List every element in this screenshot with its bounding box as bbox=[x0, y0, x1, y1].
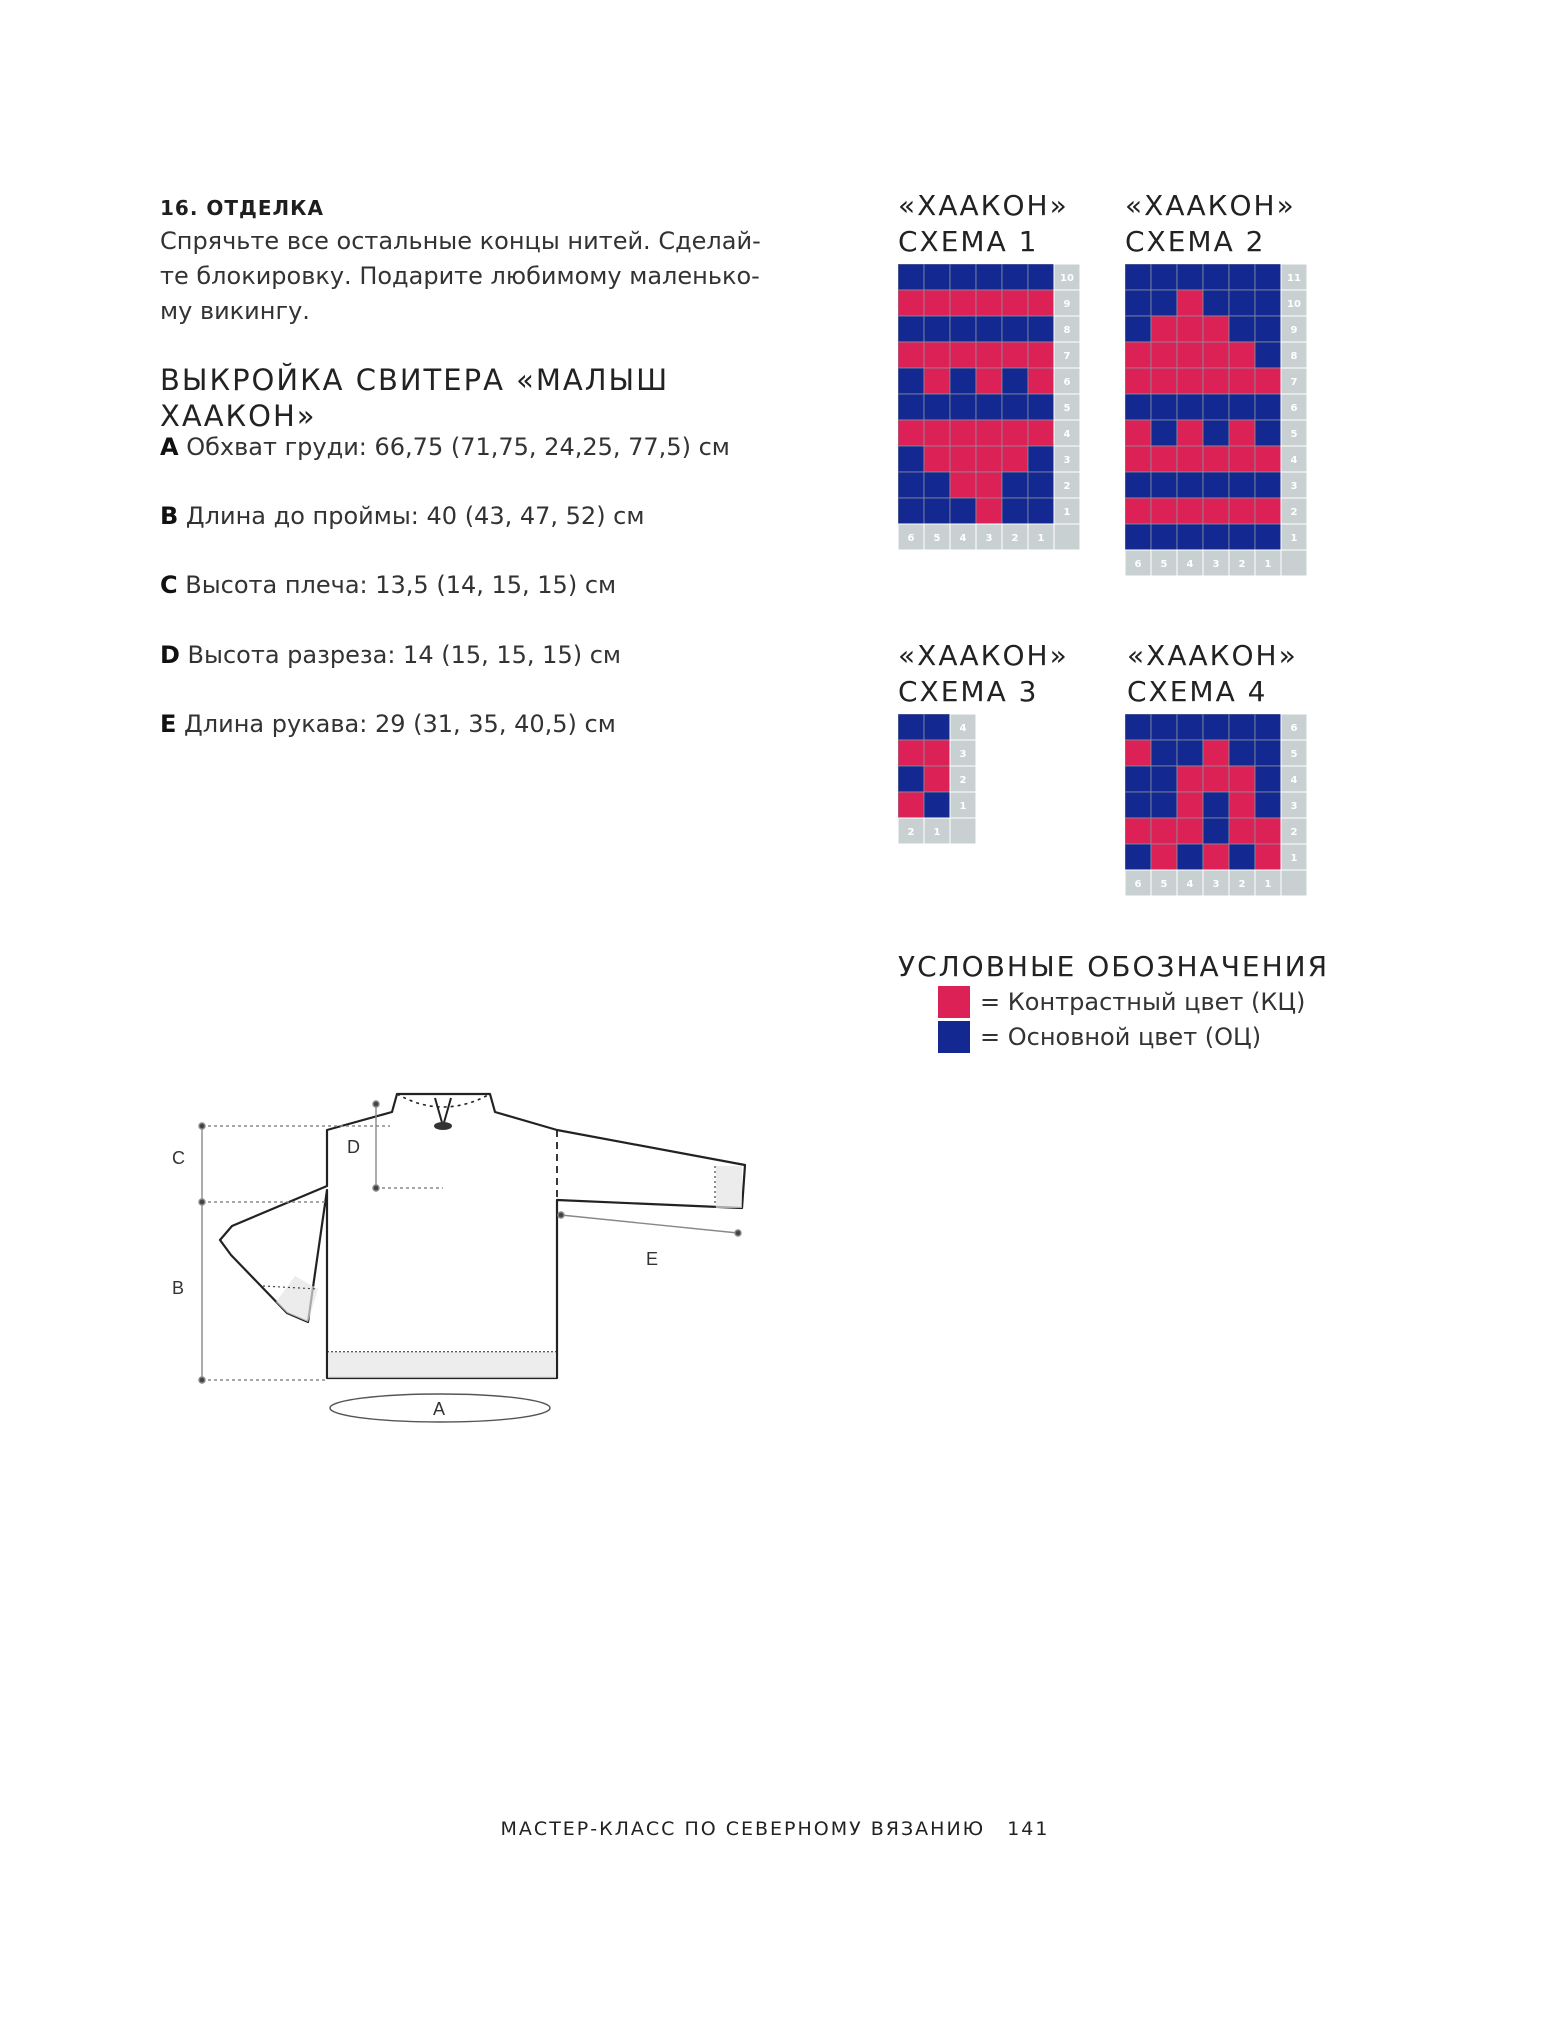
row-number: 6 bbox=[1290, 403, 1298, 414]
chart-cell bbox=[898, 792, 924, 818]
chart-cell bbox=[1203, 766, 1229, 792]
chart-cell bbox=[898, 264, 924, 290]
chart-cell bbox=[1125, 498, 1151, 524]
row-number: 2 bbox=[1063, 481, 1071, 492]
chart-cell bbox=[1151, 368, 1177, 394]
chart-cell bbox=[976, 498, 1002, 524]
legend-title: УСЛОВНЫЕ ОБОЗНАЧЕНИЯ bbox=[898, 950, 1330, 983]
placket bbox=[435, 1098, 451, 1126]
row-number: 5 bbox=[1290, 429, 1298, 440]
chart-cell bbox=[1177, 342, 1203, 368]
chart-3-title bbox=[898, 638, 1069, 710]
chart-cell bbox=[1255, 290, 1281, 316]
chart-cell bbox=[1028, 342, 1054, 368]
chart-cell bbox=[1125, 844, 1151, 870]
chart-cell bbox=[1229, 844, 1255, 870]
row-number: 8 bbox=[1063, 325, 1071, 336]
row-number: 1 bbox=[1290, 853, 1298, 864]
chart-2-title bbox=[1125, 188, 1296, 260]
chart-cell bbox=[1177, 264, 1203, 290]
chart-cell bbox=[1203, 290, 1229, 316]
row-number: 3 bbox=[959, 749, 967, 760]
legend-item-contrast bbox=[938, 986, 1305, 1018]
chart-title-line: «ХААКОН» bbox=[898, 189, 1069, 222]
row-number: 10 bbox=[1060, 273, 1074, 284]
chart-cell bbox=[1255, 766, 1281, 792]
chart-cell bbox=[1255, 446, 1281, 472]
chart-cell bbox=[1203, 714, 1229, 740]
chart-cell bbox=[1177, 792, 1203, 818]
chart-cell bbox=[1151, 740, 1177, 766]
chart-cell bbox=[1028, 394, 1054, 420]
row-number: 1 bbox=[1063, 507, 1071, 518]
measurement-letter: C bbox=[160, 571, 178, 599]
chart-cell bbox=[924, 472, 950, 498]
measurement-letter: D bbox=[160, 641, 180, 669]
chart-cell bbox=[1229, 290, 1255, 316]
chart-cell bbox=[950, 446, 976, 472]
chart-cell bbox=[1125, 316, 1151, 342]
measurement-letter: B bbox=[160, 502, 179, 530]
chart-cell bbox=[1125, 472, 1151, 498]
chart-cell bbox=[1203, 446, 1229, 472]
chart-cell bbox=[1151, 472, 1177, 498]
chart-cell bbox=[1002, 394, 1028, 420]
chart-cell bbox=[1203, 818, 1229, 844]
label-b: B bbox=[172, 1278, 185, 1298]
chart-cell bbox=[1255, 524, 1281, 550]
chart-cell bbox=[1002, 472, 1028, 498]
chart-cell bbox=[976, 472, 1002, 498]
column-number: 2 bbox=[907, 827, 915, 838]
row-number: 3 bbox=[1290, 481, 1298, 492]
chart-cell bbox=[1229, 316, 1255, 342]
column-number: 3 bbox=[1212, 559, 1220, 570]
neckline bbox=[397, 1094, 490, 1107]
chart-cell bbox=[1151, 524, 1177, 550]
chart-cell bbox=[1255, 740, 1281, 766]
chart-title-line: СХЕМА 4 bbox=[1127, 675, 1268, 708]
chart-cell bbox=[1151, 818, 1177, 844]
column-number: 2 bbox=[1238, 879, 1246, 890]
column-number: 6 bbox=[907, 533, 915, 544]
chart-cell bbox=[1255, 342, 1281, 368]
column-label-cell bbox=[1054, 524, 1080, 550]
chart-cell bbox=[924, 290, 950, 316]
chart-cell bbox=[1125, 446, 1151, 472]
chart-cell bbox=[1229, 792, 1255, 818]
column-label-cell bbox=[950, 818, 976, 844]
chart-cell bbox=[1177, 714, 1203, 740]
chart-title-line: СХЕМА 2 bbox=[1125, 225, 1266, 258]
chart-cell bbox=[1203, 740, 1229, 766]
chart-cell bbox=[1002, 420, 1028, 446]
label-e: E bbox=[646, 1249, 659, 1269]
footer-book-title: МАСТЕР-КЛАСС ПО СЕВЕРНОМУ ВЯЗАНИЮ bbox=[500, 1818, 986, 1840]
chart-cell bbox=[1255, 264, 1281, 290]
chart-cell bbox=[1255, 714, 1281, 740]
chart-cell bbox=[950, 342, 976, 368]
chart-cell bbox=[1125, 714, 1151, 740]
measurement-text: Высота плеча: 13,5 (14, 15, 15) см bbox=[177, 571, 617, 599]
step-text bbox=[160, 224, 770, 329]
chart-cell bbox=[976, 290, 1002, 316]
chart-cell bbox=[1151, 446, 1177, 472]
chart-cell bbox=[976, 342, 1002, 368]
chart-cell bbox=[1177, 394, 1203, 420]
knitting-chart-1 bbox=[898, 264, 1080, 550]
chart-cell bbox=[1151, 792, 1177, 818]
chart-cell bbox=[1028, 472, 1054, 498]
row-number: 3 bbox=[1063, 455, 1071, 466]
chart-cell bbox=[1203, 498, 1229, 524]
chart-cell bbox=[1151, 290, 1177, 316]
chart-cell bbox=[898, 766, 924, 792]
chart-cell bbox=[950, 290, 976, 316]
chart-cell bbox=[1229, 342, 1255, 368]
chart-cell bbox=[1203, 342, 1229, 368]
chart-cell bbox=[1255, 394, 1281, 420]
chart-cell bbox=[1255, 316, 1281, 342]
chart-cell bbox=[1125, 766, 1151, 792]
chart-cell bbox=[1125, 792, 1151, 818]
pattern-title-line: ХААКОН» bbox=[160, 399, 317, 433]
chart-cell bbox=[976, 368, 1002, 394]
chart-cell bbox=[1125, 368, 1151, 394]
column-number: 4 bbox=[959, 533, 967, 544]
chart-cell bbox=[898, 316, 924, 342]
chart-cell bbox=[1203, 368, 1229, 394]
chart-cell bbox=[976, 394, 1002, 420]
column-label-cell bbox=[1281, 870, 1307, 896]
chart-title-line: «ХААКОН» bbox=[1125, 189, 1296, 222]
chart-cell bbox=[1203, 792, 1229, 818]
chart-cell bbox=[950, 472, 976, 498]
row-number: 5 bbox=[1063, 403, 1071, 414]
chart-cell bbox=[950, 264, 976, 290]
legend-swatch-contrast bbox=[938, 986, 970, 1018]
chart-cell bbox=[976, 264, 1002, 290]
column-number: 1 bbox=[1037, 533, 1045, 544]
row-number: 1 bbox=[1290, 533, 1298, 544]
chart-cell bbox=[1177, 420, 1203, 446]
chart-cell bbox=[1125, 818, 1151, 844]
row-number: 9 bbox=[1063, 299, 1071, 310]
chart-title-line: СХЕМА 3 bbox=[898, 675, 1039, 708]
chart-cell bbox=[1028, 498, 1054, 524]
chart-cell bbox=[976, 316, 1002, 342]
chart-cell bbox=[1229, 766, 1255, 792]
chart-cell bbox=[924, 740, 950, 766]
chart-cell bbox=[898, 342, 924, 368]
row-number: 1 bbox=[959, 801, 967, 812]
column-number: 1 bbox=[933, 827, 941, 838]
knitting-chart-4 bbox=[1125, 714, 1307, 896]
collar-button bbox=[434, 1122, 452, 1130]
chart-cell bbox=[1203, 394, 1229, 420]
legend-swatch-main bbox=[938, 1021, 970, 1053]
chart-cell bbox=[1255, 818, 1281, 844]
chart-cell bbox=[1125, 342, 1151, 368]
chart-cell bbox=[1229, 714, 1255, 740]
column-number: 5 bbox=[1160, 559, 1168, 570]
pattern-title-line: ВЫКРОЙКА СВИТЕРА «МАЛЫШ bbox=[160, 363, 670, 397]
chart-cell bbox=[898, 420, 924, 446]
chart-cell bbox=[1229, 394, 1255, 420]
row-number: 10 bbox=[1287, 299, 1301, 310]
measurement-letter: A bbox=[160, 433, 179, 461]
chart-cell bbox=[1002, 316, 1028, 342]
chart-cell bbox=[1203, 844, 1229, 870]
chart-cell bbox=[924, 446, 950, 472]
chart-cell bbox=[1151, 316, 1177, 342]
row-number: 6 bbox=[1290, 723, 1298, 734]
row-number: 4 bbox=[1063, 429, 1071, 440]
chart-cell bbox=[1028, 420, 1054, 446]
chart-cell bbox=[1028, 264, 1054, 290]
row-number: 8 bbox=[1290, 351, 1298, 362]
chart-cell bbox=[1177, 290, 1203, 316]
knitting-chart-2 bbox=[1125, 264, 1307, 576]
row-number: 2 bbox=[1290, 507, 1298, 518]
chart-cell bbox=[1203, 264, 1229, 290]
column-number: 1 bbox=[1264, 559, 1272, 570]
column-number: 2 bbox=[1238, 559, 1246, 570]
measurement-d bbox=[160, 641, 621, 669]
chart-cell bbox=[1177, 766, 1203, 792]
column-number: 6 bbox=[1134, 559, 1142, 570]
chart-cell bbox=[1203, 316, 1229, 342]
step-text-line: те блокировку. Подарите любимому маленько- bbox=[160, 262, 760, 290]
chart-cell bbox=[1002, 290, 1028, 316]
chart-cell bbox=[1229, 740, 1255, 766]
chart-cell bbox=[1229, 420, 1255, 446]
step-heading: 16. ОТДЕЛКА bbox=[160, 196, 324, 220]
chart-cell bbox=[898, 446, 924, 472]
column-number: 5 bbox=[1160, 879, 1168, 890]
chart-cell bbox=[1229, 498, 1255, 524]
column-number: 6 bbox=[1134, 879, 1142, 890]
chart-cell bbox=[1203, 524, 1229, 550]
chart-cell bbox=[1229, 524, 1255, 550]
chart-cell bbox=[1177, 740, 1203, 766]
chart-cell bbox=[1177, 472, 1203, 498]
chart-cell bbox=[1177, 844, 1203, 870]
measurement-text: Высота разреза: 14 (15, 15, 15) см bbox=[179, 641, 622, 669]
chart-cell bbox=[1002, 368, 1028, 394]
row-number: 6 bbox=[1063, 377, 1071, 388]
chart-cell bbox=[1002, 446, 1028, 472]
chart-cell bbox=[1255, 844, 1281, 870]
measurement-letter: E bbox=[160, 710, 177, 738]
row-number: 2 bbox=[1290, 827, 1298, 838]
column-number: 4 bbox=[1186, 879, 1194, 890]
chart-cell bbox=[1229, 446, 1255, 472]
column-number: 1 bbox=[1264, 879, 1272, 890]
chart-cell bbox=[924, 498, 950, 524]
chart-cell bbox=[950, 394, 976, 420]
chart-cell bbox=[898, 714, 924, 740]
chart-title-line: «ХААКОН» bbox=[898, 639, 1069, 672]
chart-cell bbox=[1151, 264, 1177, 290]
chart-cell bbox=[976, 446, 1002, 472]
row-number: 9 bbox=[1290, 325, 1298, 336]
chart-cell bbox=[1002, 498, 1028, 524]
row-number: 11 bbox=[1287, 273, 1301, 284]
row-number: 4 bbox=[1290, 455, 1298, 466]
page-footer bbox=[0, 1818, 1550, 1840]
chart-cell bbox=[1255, 498, 1281, 524]
chart-cell bbox=[898, 472, 924, 498]
sweater-schematic bbox=[160, 1080, 780, 1430]
chart-cell bbox=[1028, 446, 1054, 472]
chart-cell bbox=[1255, 368, 1281, 394]
left-cuff-rib bbox=[276, 1276, 318, 1322]
column-label-cell bbox=[1281, 550, 1307, 576]
chart-cell bbox=[1028, 290, 1054, 316]
legend-label: = Основной цвет (ОЦ) bbox=[980, 1023, 1262, 1051]
row-number: 4 bbox=[959, 723, 967, 734]
row-number: 7 bbox=[1063, 351, 1071, 362]
chart-cell bbox=[1229, 264, 1255, 290]
row-number: 3 bbox=[1290, 801, 1298, 812]
chart-cell bbox=[924, 316, 950, 342]
column-number: 5 bbox=[933, 533, 941, 544]
chart-cell bbox=[1229, 368, 1255, 394]
chart-cell bbox=[1125, 420, 1151, 446]
chart-cell bbox=[1028, 316, 1054, 342]
chart-cell bbox=[976, 420, 1002, 446]
chart-cell bbox=[1125, 740, 1151, 766]
measurement-text: Обхват груди: 66,75 (71,75, 24,25, 77,5) см bbox=[178, 433, 730, 461]
chart-cell bbox=[1177, 446, 1203, 472]
chart-cell bbox=[1151, 394, 1177, 420]
chart-cell bbox=[950, 498, 976, 524]
label-a: A bbox=[433, 1399, 446, 1419]
measurement-e bbox=[160, 710, 616, 738]
chart-cell bbox=[1203, 472, 1229, 498]
chart-cell bbox=[924, 368, 950, 394]
step-text-line: Спрячьте все остальные концы нитей. Сделай- bbox=[160, 227, 761, 255]
chart-cell bbox=[924, 264, 950, 290]
chart-cell bbox=[1177, 818, 1203, 844]
row-number: 2 bbox=[959, 775, 967, 786]
chart-title-line: «ХААКОН» bbox=[1127, 639, 1298, 672]
chart-cell bbox=[924, 394, 950, 420]
measurement-text: Длина рукава: 29 (31, 35, 40,5) см bbox=[176, 710, 616, 738]
chart-cell bbox=[898, 740, 924, 766]
measurement-text: Длина до проймы: 40 (43, 47, 52) см bbox=[178, 502, 645, 530]
chart-cell bbox=[924, 766, 950, 792]
chart-cell bbox=[1151, 766, 1177, 792]
chart-1-title bbox=[898, 188, 1069, 260]
chart-cell bbox=[1125, 290, 1151, 316]
column-number: 3 bbox=[985, 533, 993, 544]
chart-cell bbox=[1028, 368, 1054, 394]
chart-cell bbox=[1203, 420, 1229, 446]
chart-cell bbox=[1177, 316, 1203, 342]
hem-rib bbox=[328, 1352, 556, 1378]
knitting-chart-3 bbox=[898, 714, 976, 844]
chart-cell bbox=[950, 420, 976, 446]
legend-item-main bbox=[938, 1021, 1261, 1053]
row-number: 5 bbox=[1290, 749, 1298, 760]
chart-cell bbox=[1255, 420, 1281, 446]
chart-cell bbox=[1229, 818, 1255, 844]
pattern-title bbox=[160, 362, 720, 434]
chart-cell bbox=[950, 368, 976, 394]
chart-cell bbox=[924, 420, 950, 446]
chart-cell bbox=[1151, 420, 1177, 446]
legend-label: = Контрастный цвет (КЦ) bbox=[980, 988, 1306, 1016]
chart-cell bbox=[898, 498, 924, 524]
step-text-line: му викингу. bbox=[160, 297, 310, 325]
chart-cell bbox=[1151, 714, 1177, 740]
chart-cell bbox=[1151, 342, 1177, 368]
chart-cell bbox=[1002, 342, 1028, 368]
label-c: C bbox=[172, 1148, 185, 1168]
chart-cell bbox=[898, 394, 924, 420]
chart-cell bbox=[924, 342, 950, 368]
chart-cell bbox=[1125, 524, 1151, 550]
measurement-a bbox=[160, 433, 730, 461]
chart-cell bbox=[1125, 394, 1151, 420]
label-d: D bbox=[347, 1137, 360, 1157]
column-number: 3 bbox=[1212, 879, 1220, 890]
chart-cell bbox=[898, 368, 924, 394]
chart-cell bbox=[1177, 368, 1203, 394]
chart-cell bbox=[924, 792, 950, 818]
chart-cell bbox=[1229, 472, 1255, 498]
chart-cell bbox=[1255, 472, 1281, 498]
page-number: 141 bbox=[1007, 1818, 1050, 1840]
measurement-b bbox=[160, 502, 644, 530]
chart-cell bbox=[1002, 264, 1028, 290]
column-number: 2 bbox=[1011, 533, 1019, 544]
chart-4-title bbox=[1127, 638, 1298, 710]
chart-cell bbox=[1151, 844, 1177, 870]
chart-cell bbox=[1177, 524, 1203, 550]
chart-title-line: СХЕМА 1 bbox=[898, 225, 1039, 258]
sweater-outline bbox=[220, 1094, 745, 1378]
chart-cell bbox=[950, 316, 976, 342]
chart-cell bbox=[1255, 792, 1281, 818]
row-number: 7 bbox=[1290, 377, 1298, 388]
chart-cell bbox=[1177, 498, 1203, 524]
column-number: 4 bbox=[1186, 559, 1194, 570]
chart-cell bbox=[898, 290, 924, 316]
chart-cell bbox=[1151, 498, 1177, 524]
chart-cell bbox=[924, 714, 950, 740]
row-number: 4 bbox=[1290, 775, 1298, 786]
measurement-c bbox=[160, 571, 616, 599]
right-cuff-rib bbox=[716, 1166, 742, 1208]
chart-cell bbox=[1125, 264, 1151, 290]
